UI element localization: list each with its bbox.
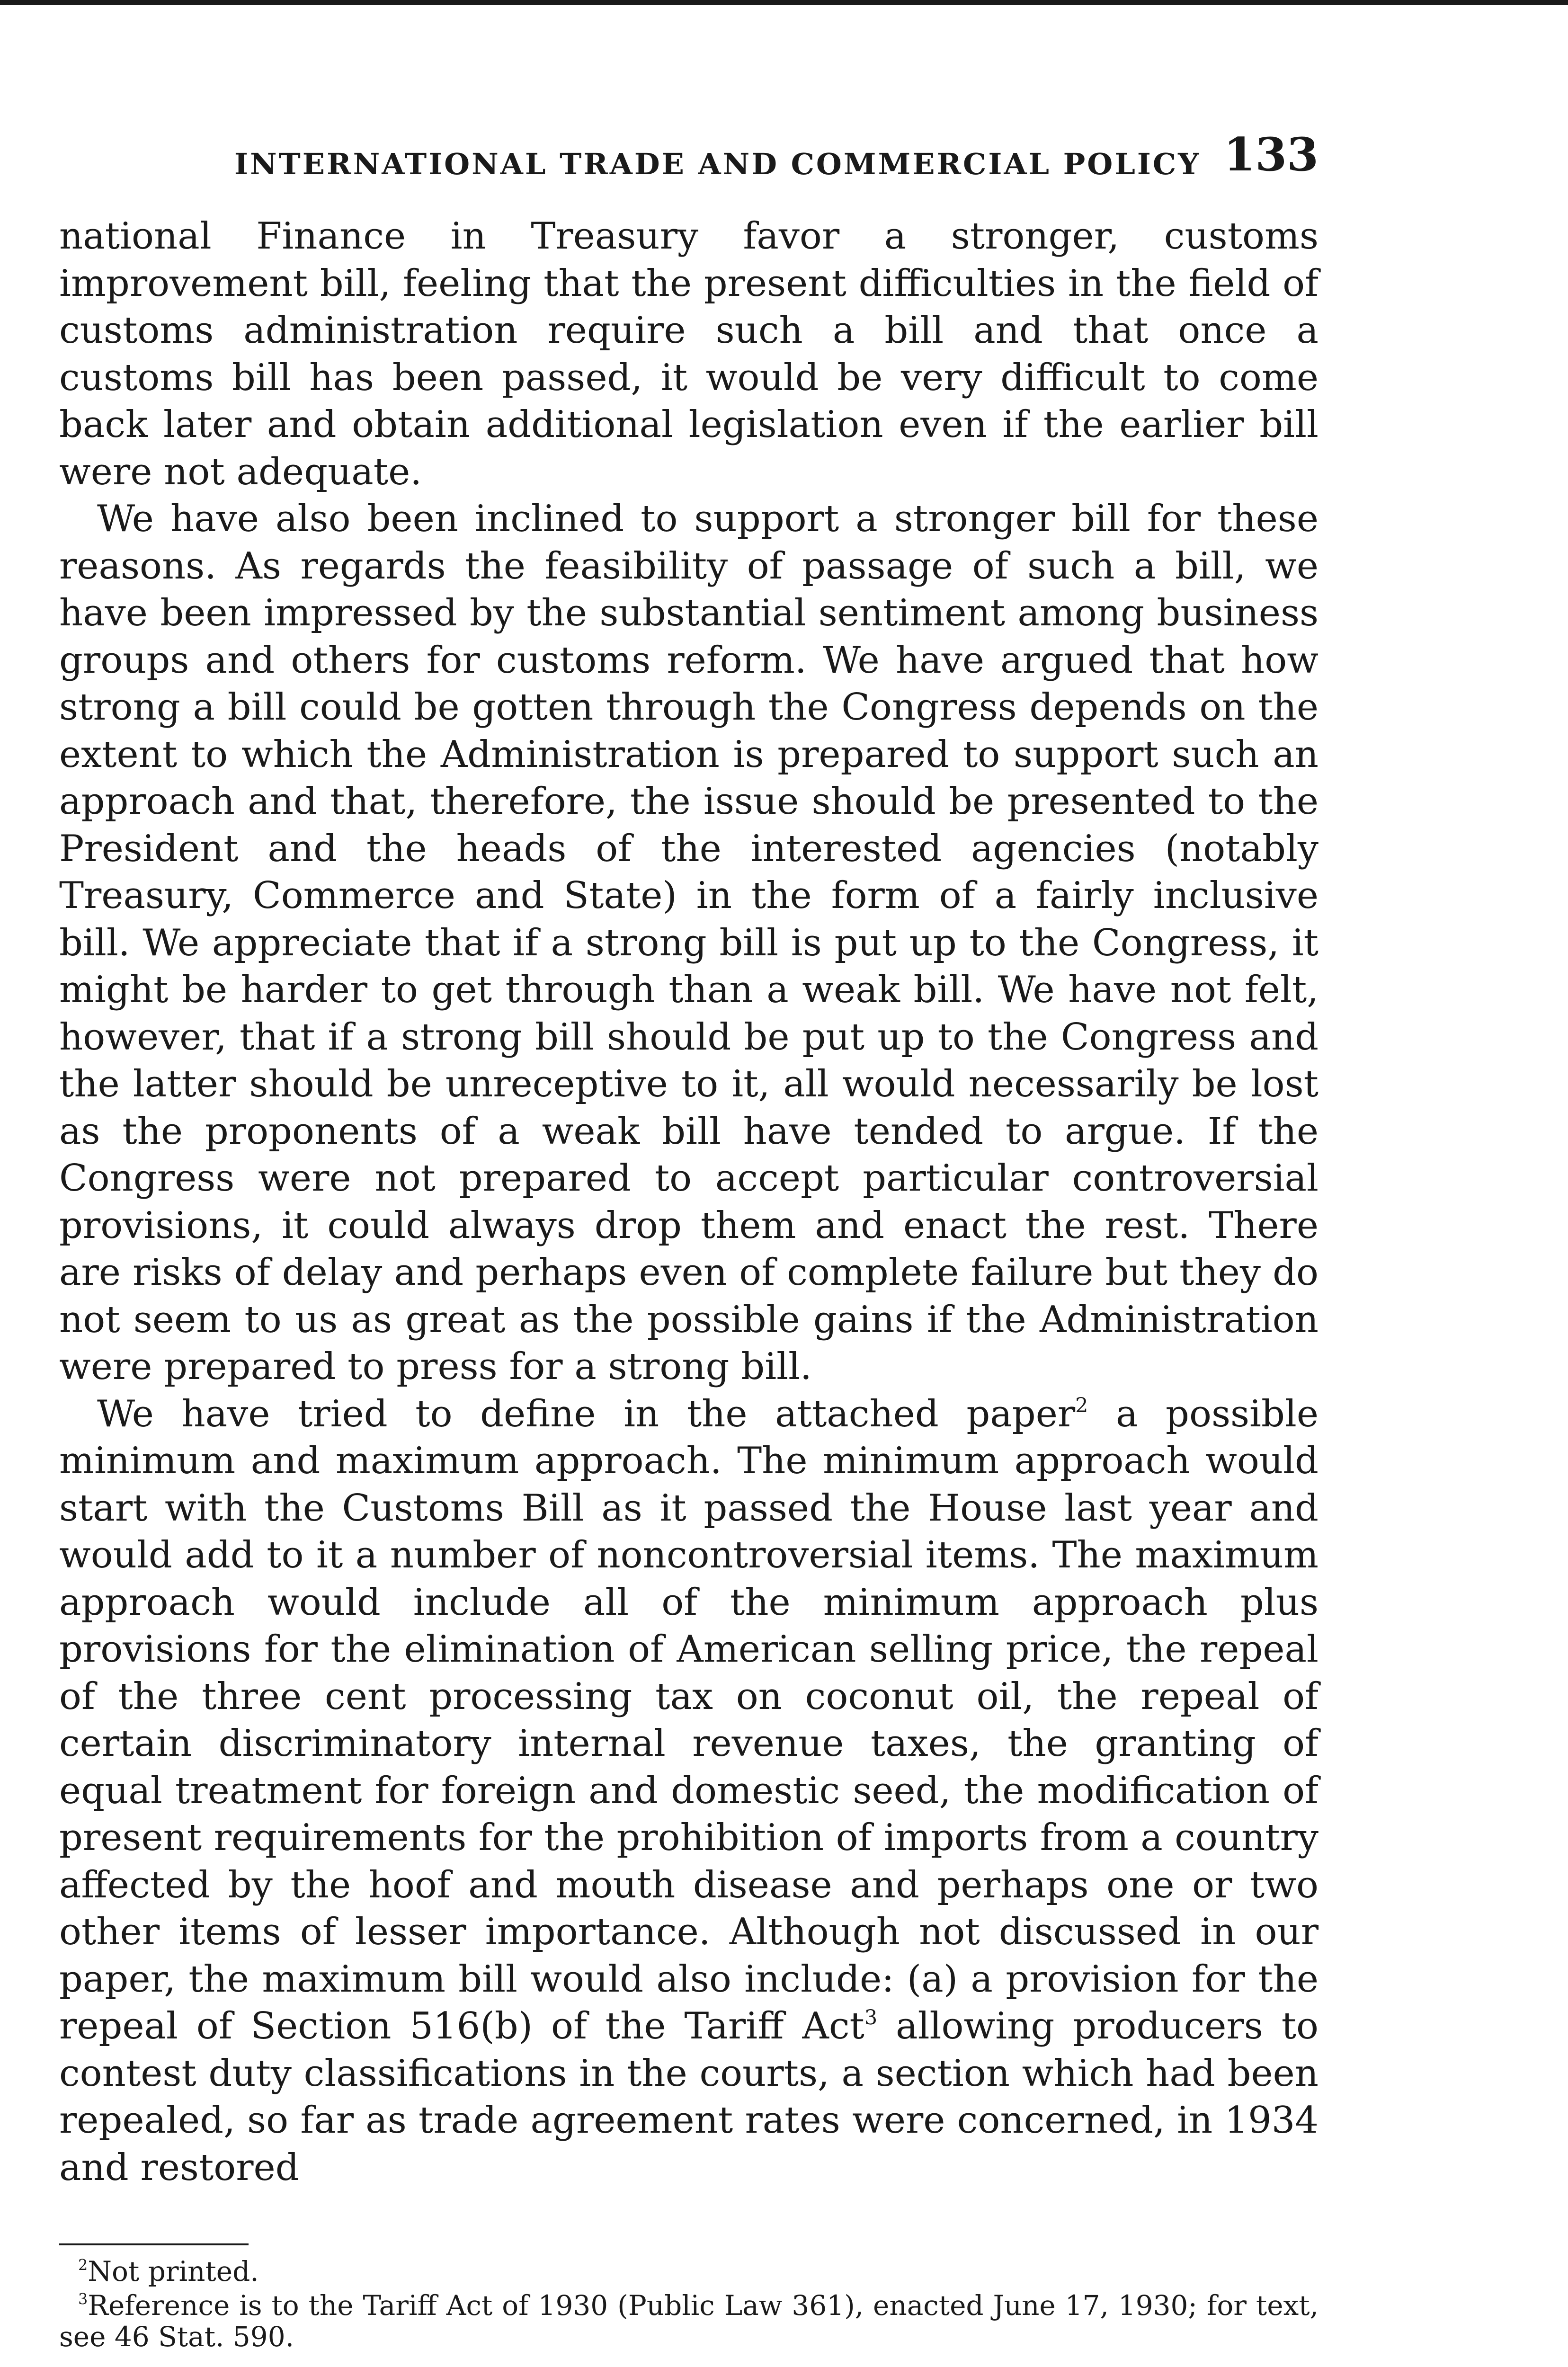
paragraph-3-text-a: We have tried to define in the attached paper [97, 1392, 1076, 1435]
page-number: 133 [1223, 128, 1319, 181]
footnote-2 [59, 2256, 1319, 2287]
footnote-rule [59, 2243, 249, 2245]
footnote-3-number: 3 [78, 2290, 88, 2308]
paragraph-2: We have also been inclined to support a stronger bill for these reasons. As regards the feasibility of passage of such a bill, we have been impressed by the substantial sentiment among business groups and others for customs reform. We have argued that how strong a bill could be gotten through the Congress depends on the extent to which the Administration is prepared to support such an approach and that, therefore, the issue should be presented to the President and the heads of the interested agencies (notably Treasury, Commerce and State) in the form of a fairly inclusive bill. We appreciate that if a strong bill is put up to the Congress, it might be harder to get through than a weak bill. We have not felt, however, that if a strong bill should be put up to the Congress and the latter should be unreceptive to it, all would necessarily be lost as the proponents of a weak bill have tended to argue. If the Congress were not prepared to accept particular controversial provisions, it could always drop them and enact the rest. There are risks of delay and perhaps even of complete failure but they do not seem to us as great as the possible gains if the Administration were prepared to press for a strong bill. [59, 498, 1319, 1388]
running-head: INTERNATIONAL TRADE AND COMMERCIAL POLICY [234, 147, 1201, 181]
paragraph-3-text-c: allowing producers to contest duty classifications in the courts, a section which had been repealed, so far as trade agreement rates were concerned, in 1934 and restored [59, 2005, 1319, 2189]
body-text [59, 213, 1319, 2191]
document-page [59, 118, 1319, 2355]
paragraph-3 [59, 1391, 1319, 2192]
paragraph-3-text-b: a possible minimum and maximum approach. The minimum approach would start with the Customs Bill as it passed the House last year and would add to it a number of noncontroversial items. The maximum approach would include all of the minimum approach plus provisions for the elimination of American selling price, the repeal of the three cent processing tax on coconut oil, the repeal of certain discriminatory internal revenue taxes, the granting of equal treatment for foreign and domestic seed, the modification of present requirements for the prohibition of imports from a country affected by the hoof and mouth disease and perhaps one or two other items of lesser importance. Although not discussed in our paper, the maximum bill would also include: (a) a provision for the repeal of Section 516(b) of the Tariff Act [59, 1392, 1319, 2047]
page-header [59, 118, 1319, 194]
footnote-ref-2: 2 [1075, 1393, 1088, 1417]
footnote-ref-3: 3 [864, 2005, 878, 2029]
footnotes [59, 2243, 1319, 2352]
top-border-rule [0, 0, 1568, 5]
paragraph-1: national Finance in Treasury favor a stronger, customs improvement bill, feeling that the present difficulties in the field of customs administration require such a bill and that once a customs bill has been passed, it would be very difficult to come back later and obtain additional legislation even if the earlier bill were not adequate. [59, 215, 1319, 493]
footnote-3-text: Reference is to the Tariff Act of 1930 (Public Law 361), enacted June 17, 1930; for text, see 46 Stat. 590. [59, 2289, 1319, 2353]
footnote-2-text: Not printed. [88, 2255, 259, 2287]
footnote-3 [59, 2290, 1319, 2352]
footnote-2-number: 2 [78, 2256, 88, 2274]
